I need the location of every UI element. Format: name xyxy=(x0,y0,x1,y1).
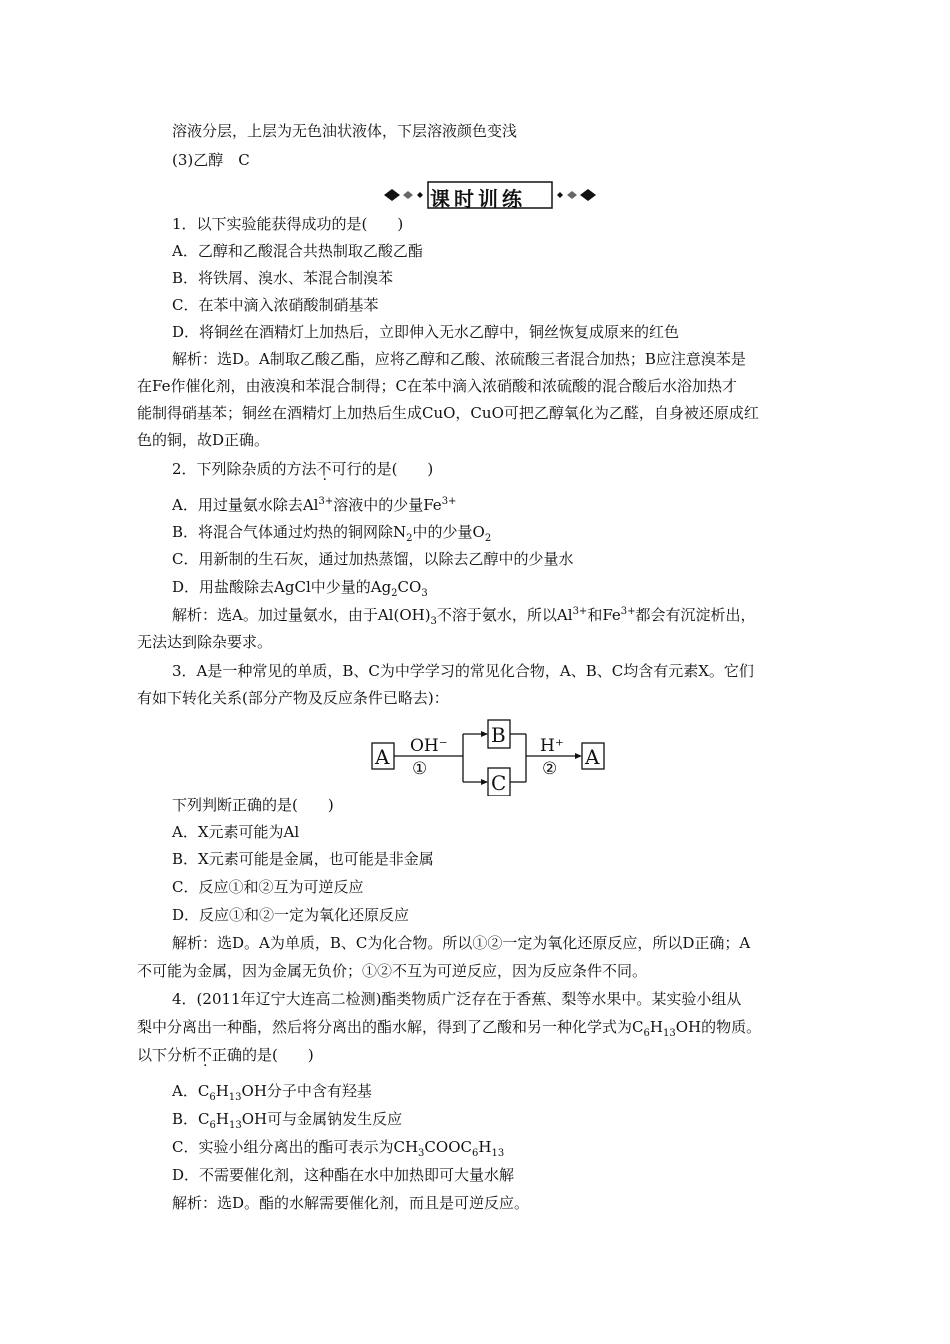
diamond-icon-right-small xyxy=(567,191,577,199)
q3-answer-line-2: 不可能为金属，因为金属无负价；①②不互为可逆反应，因为反应条件不同。 xyxy=(137,962,648,980)
q2-stem xyxy=(172,458,433,480)
q4-c-sub-3: 13 xyxy=(491,1148,505,1159)
intro-line-1: 溶液分层，上层为无色油状液体，下层溶液颜色变浅 xyxy=(172,122,518,140)
q2-d-text-2: CO xyxy=(397,578,422,596)
arrow-head-icon-b xyxy=(481,731,488,737)
q4-c-text: C．实验小组分离出的酯可表示为CH xyxy=(172,1138,419,1156)
q2-b-sub-2: 2 xyxy=(484,533,492,544)
q3-answer-line-1: 解析：选D。A为单质，B、C为化合物。所以①②一定为氧化还原反应，所以D正确；A xyxy=(172,934,751,952)
q2-d-sub-1: 2 xyxy=(391,588,398,599)
q4-option-a xyxy=(172,1080,372,1102)
q4-a-text-3: OH分子中含有羟基 xyxy=(241,1082,372,1100)
q2-option-d xyxy=(172,576,428,598)
q4-option-b xyxy=(172,1108,402,1130)
scheme-label-a-left: A xyxy=(375,745,390,769)
intro-line-2: (3)乙醇 C xyxy=(172,151,250,169)
diamond-icon-right-large xyxy=(580,189,596,201)
q4-stem2-text-3: OH的物质。 xyxy=(675,1018,762,1036)
q1-answer-line-3: 能制得硝基苯；铜丝在酒精灯上加热后生成CuO，CuO可把乙醇氧化为乙醛，自身被还原成红 xyxy=(137,404,759,422)
section-title: 课时训练 xyxy=(430,187,526,211)
diamond-icon-right-mini xyxy=(557,192,563,198)
q2-answer-line-1 xyxy=(172,604,756,626)
q1-answer-line-4: 色的铜，故D正确。 xyxy=(137,431,270,449)
q1-stem: 1．以下实验能获得成功的是( ) xyxy=(172,215,404,233)
q1-option-d: D．将铜丝在酒精灯上加热后，立即伸入无水乙醇中，铜丝恢复成原来的红色 xyxy=(172,323,680,341)
q3-option-b: B．X元素可能是金属，也可能是非金属 xyxy=(172,850,434,868)
q4-option-d: D．不需要催化剂，这种酯在水中加热即可大量水解 xyxy=(172,1166,515,1184)
q2-a-text-2: 溶液中的少量Fe xyxy=(333,496,442,514)
q4-stem3-emphasis: 不 xyxy=(197,1046,213,1064)
q4-stem-line-3 xyxy=(137,1044,314,1066)
q1-answer-line-1: 解析：选D。A制取乙酸乙酯，应将乙醇和乙酸、浓硫酸三者混合加热；B应注意溴苯是 xyxy=(172,350,746,368)
q3-option-a: A．X元素可能为Al xyxy=(172,823,300,841)
q4-a-sub-1: 6 xyxy=(209,1092,216,1103)
q2-stem-emphasis: 不 xyxy=(316,460,332,478)
q2-a-text: A．用过量氨水除去Al xyxy=(172,496,319,514)
q4-stem2-sub-2: 13 xyxy=(662,1028,676,1039)
arrow-head-icon-a xyxy=(575,753,582,759)
q1-answer-line-2: 在Fe作催化剂，由液溴和苯混合制得；C在苯中滴入浓硝酸和浓硫酸的混合酸后水浴加热才 xyxy=(137,377,737,395)
q4-option-c xyxy=(172,1136,504,1158)
q2-b-text-2: 中的少量O xyxy=(412,523,485,541)
q2-stem-text: 2．下列除杂质的方法 xyxy=(172,460,317,478)
q4-b-sub-2: 13 xyxy=(228,1120,242,1131)
q4-b-sub-1: 6 xyxy=(209,1120,216,1131)
q2-option-b xyxy=(172,521,491,543)
q4-stem2-text: 梨中分离出一种酯，然后将分离出的酯水解，得到了乙酸和另一种化学式为C xyxy=(137,1018,644,1036)
q4-stem-line-1: 4．(2011年辽宁大连高二检测)酯类物质广泛存在于香蕉、梨等水果中。某实验小组从 xyxy=(172,990,742,1008)
q1-option-a: A．乙醇和乙酸混合共热制取乙酸乙酯 xyxy=(172,242,423,260)
conversion-scheme-diagram xyxy=(368,712,608,796)
scheme-label-a-right: A xyxy=(585,745,600,769)
q2-option-a xyxy=(172,494,456,516)
q2-answer-line-2: 无法达到除杂要求。 xyxy=(137,633,273,651)
diamond-icon-left-mini xyxy=(417,192,423,198)
q4-c-text-3: H xyxy=(478,1138,492,1156)
q1-option-b: B．将铁屑、溴水、苯混合制溴苯 xyxy=(172,269,394,287)
q4-a-sub-2: 13 xyxy=(228,1092,242,1103)
q2-ans-charge-1: 3+ xyxy=(572,606,588,617)
q4-stem3-text-end: 正确的是( ) xyxy=(212,1046,314,1064)
scheme-step-1: ① xyxy=(412,759,428,779)
diamond-icon-left-small xyxy=(403,191,413,199)
scheme-step-2: ② xyxy=(542,759,558,779)
q4-c-sub-2: 6 xyxy=(471,1148,479,1159)
scheme-reagent-2: H⁺ xyxy=(540,736,564,756)
q2-ans-text: 解析：选A。加过量氨水，由于Al(OH) xyxy=(172,606,431,624)
q4-a-text: A．C xyxy=(172,1082,210,1100)
scheme-label-b: B xyxy=(491,723,506,747)
q4-a-text-2: H xyxy=(215,1082,229,1100)
q2-d-text: D．用盐酸除去AgCl中少量的Ag xyxy=(172,578,392,596)
q2-a-charge-1: 3+ xyxy=(318,496,334,507)
q3-question: 下列判断正确的是( ) xyxy=(172,796,334,814)
scheme-label-c: C xyxy=(491,771,507,795)
q1-option-c: C．在苯中滴入浓硝酸制硝基苯 xyxy=(172,296,379,314)
q4-b-text-2: H xyxy=(215,1110,229,1128)
q2-ans-sub: 3 xyxy=(430,616,437,627)
q2-ans-text-2: 不溶于氨水，所以Al xyxy=(436,606,573,624)
q3-option-d: D．反应①和②一定为氧化还原反应 xyxy=(172,906,410,924)
q4-c-sub-1: 3 xyxy=(418,1148,425,1159)
arrow-head-icon-c xyxy=(481,779,488,785)
q3-stem-line-1: 3．A是一种常见的单质，B、C为中学学习的常见化合物，A、B、C均含有元素X。它们 xyxy=(172,662,754,680)
q2-ans-text-4: 都会有沉淀析出， xyxy=(635,606,756,624)
scheme-reagent-1: OH⁻ xyxy=(410,736,448,756)
q4-b-text-3: OH可与金属钠发生反应 xyxy=(241,1110,403,1128)
q4-stem2-text-2: H xyxy=(649,1018,663,1036)
q4-b-text: B．C xyxy=(172,1110,210,1128)
q2-d-sub-2: 3 xyxy=(421,588,428,599)
q2-b-text: B．将混合气体通过灼热的铜网除N xyxy=(172,523,407,541)
q2-option-c: C．用新制的生石灰，通过加热蒸馏，以除去乙醇中的少量水 xyxy=(172,550,574,568)
q4-stem3-text: 以下分析 xyxy=(137,1046,198,1064)
q4-stem2-sub-1: 6 xyxy=(643,1028,650,1039)
q3-option-c: C．反应①和②互为可逆反应 xyxy=(172,878,364,896)
q4-stem-line-2 xyxy=(137,1016,761,1038)
q2-ans-charge-2: 3+ xyxy=(620,606,636,617)
diamond-icon-left-large xyxy=(384,189,400,201)
q2-b-sub-1: 2 xyxy=(406,533,413,544)
q2-ans-text-3: 和Fe xyxy=(587,606,621,624)
q4-c-text-2: COOC xyxy=(424,1138,472,1156)
q4-answer: 解析：选D。酯的水解需要催化剂，而且是可逆反应。 xyxy=(172,1194,530,1212)
q3-stem-line-2: 有如下转化关系(部分产物及反应条件已略去)： xyxy=(137,689,449,707)
q2-stem-text-end: 可行的是( ) xyxy=(331,460,434,478)
q2-a-charge-2: 3+ xyxy=(441,496,457,507)
